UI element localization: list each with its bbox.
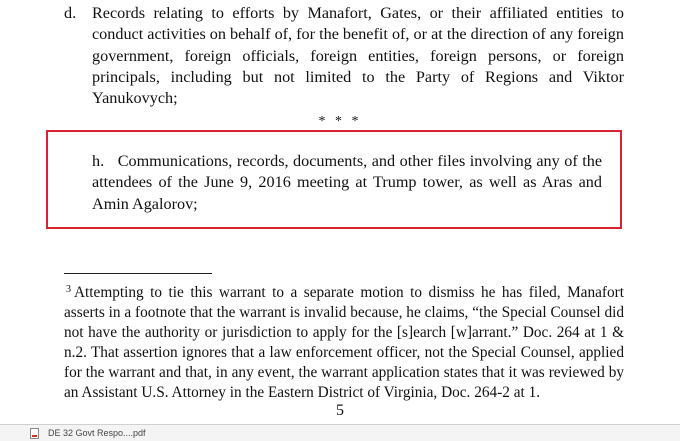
item-text: Records relating to efforts by Manafort, Gates, or their affiliated entities to conduct activities on behalf of, for the benefit of, or at the direction of any foreign government, foreign officials, foreign entities, foreign persons, or foreign principals, including but not limited to the Party of Regions and Viktor Yanukovych; [92,4,624,108]
item-text [92,151,602,215]
item-letter: d. [64,4,77,22]
section-break: * * * [318,114,362,129]
download-bar [0,424,680,441]
footnote-text: Attempting to tie this warrant to a separate motion to dismiss he has filed, Manafort asserts in a footnote that the warrant is invalid because, he claims, “the Special Counsel did not have the authority or jurisdiction to apply for the [s]earch [w]arrant.” Doc. 264 at 1 & n.2. That assertion ignores that a law enforcement officer, not the Special Counsel, applied for the warrant and that, in any event, the warrant application states that it was reviewed by an Assistant U.S. Attorney in the Eastern District of Virginia, Doc. 264-2 at 1. [64,284,624,401]
item-letter: h. [92,152,105,170]
footnote [64,280,624,402]
page-number: 5 [336,402,344,419]
pdf-file-icon [30,428,39,439]
item-body: Communications, records, documents, and other files involving any of the attendees of the June 9, 2016 meeting at Trump tower, as well as Aras and Amin Agalorov; [92,152,603,213]
footnote-divider [64,273,212,274]
download-file-name: DE 32 Govt Respo....pdf [48,428,146,438]
footnote-marker: 3 [66,284,71,295]
download-item[interactable] [30,425,160,441]
